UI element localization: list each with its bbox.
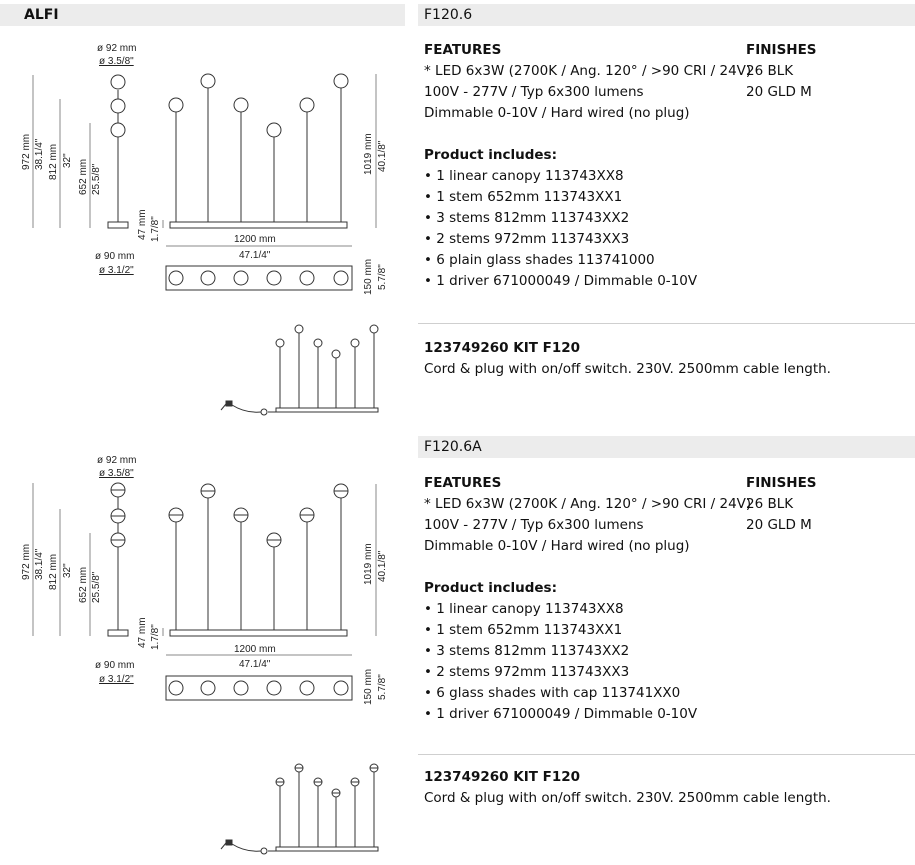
dim-label: ø 92 mm	[97, 455, 137, 466]
dim-label: 5.7/8"	[377, 264, 388, 290]
features-heading: FEATURES	[424, 475, 502, 491]
brand-title: ALFI	[24, 7, 59, 23]
dim-label: 47 mm	[137, 209, 148, 240]
finishes-heading: FINISHES	[746, 42, 817, 58]
finish-item: 26 BLK	[746, 63, 794, 79]
product-code: F120.6A	[424, 439, 482, 455]
include-item: • 1 driver 671000049 / Dimmable 0-10V	[424, 706, 698, 722]
includes-heading: Product includes:	[424, 147, 557, 163]
feature-line: 100V - 277V / Typ 6x300 lumens	[424, 84, 644, 100]
features-heading: FEATURES	[424, 42, 502, 58]
include-item: • 2 stems 972mm 113743XX3	[424, 664, 630, 680]
dim-label: 652 mm	[78, 158, 89, 195]
dim-label: 47 mm	[137, 617, 148, 648]
dim-label: 150 mm	[363, 258, 374, 295]
include-item: • 3 stems 812mm 113743XX2	[424, 210, 630, 226]
includes-heading: Product includes:	[424, 580, 557, 596]
dim-label: 47.1/4"	[239, 250, 271, 261]
include-item: • 1 linear canopy 113743XX8	[424, 168, 624, 184]
dim-label: 1019 mm	[363, 543, 374, 585]
kit-title: 123749260 KIT F120	[424, 340, 581, 356]
finish-item: 20 GLD M	[746, 84, 812, 100]
dim-label: 972 mm	[21, 133, 32, 170]
dim-label: ø 3.1/2"	[99, 674, 134, 685]
feature-line: Dimmable 0-10V / Hard wired (no plug)	[424, 105, 690, 121]
product-code: F120.6	[424, 7, 473, 23]
dim-label: 150 mm	[363, 668, 374, 705]
dim-label: 40.1/8"	[377, 550, 388, 582]
dim-label: 1200 mm	[234, 234, 276, 245]
dim-label: ø 3.5/8"	[99, 56, 134, 67]
kit-title: 123749260 KIT F120	[424, 769, 581, 785]
dim-label: 812 mm	[48, 143, 59, 180]
dim-label: ø 92 mm	[97, 43, 137, 54]
finish-item: 20 GLD M	[746, 517, 812, 533]
dim-label: 25.5/8"	[91, 163, 102, 195]
feature-line: * LED 6x3W (2700K / Ang. 120° / >90 CRI / 24V)	[424, 496, 752, 512]
dim-label: ø 90 mm	[95, 251, 135, 262]
dim-label: 38.1/4"	[34, 138, 45, 170]
shade	[334, 74, 348, 88]
dim-label: 40.1/8"	[377, 140, 388, 172]
finishes-heading: FINISHES	[746, 475, 817, 491]
dim-label: ø 3.5/8"	[99, 468, 134, 479]
include-item: • 2 stems 972mm 113743XX3	[424, 231, 630, 247]
dim-label: ø 3.1/2"	[99, 265, 134, 276]
include-item: • 1 stem 652mm 113743XX1	[424, 189, 623, 205]
shade	[234, 98, 248, 112]
dim-label: 972 mm	[21, 543, 32, 580]
include-item: • 1 driver 671000049 / Dimmable 0-10V	[424, 273, 698, 289]
shade	[300, 98, 314, 112]
dim-label: ø 90 mm	[95, 660, 135, 671]
feature-line: Dimmable 0-10V / Hard wired (no plug)	[424, 538, 690, 554]
kit-description: Cord & plug with on/off switch. 230V. 2500mm cable length.	[424, 790, 831, 806]
dim-label: 32"	[62, 563, 73, 578]
dim-label: 1.7/8"	[150, 624, 161, 650]
kit-drawing	[221, 325, 378, 415]
dim-label: 32"	[62, 153, 73, 168]
include-item: • 6 glass shades with cap 113741XX0	[424, 685, 681, 701]
include-item: • 6 plain glass shades 113741000	[424, 252, 655, 268]
dim-label: 652 mm	[78, 566, 89, 603]
shade	[169, 98, 183, 112]
include-item: • 3 stems 812mm 113743XX2	[424, 643, 630, 659]
feature-line: 100V - 277V / Typ 6x300 lumens	[424, 517, 644, 533]
feature-line: * LED 6x3W (2700K / Ang. 120° / >90 CRI / 24V)	[424, 63, 752, 79]
kit-description: Cord & plug with on/off switch. 230V. 2500mm cable length.	[424, 361, 831, 377]
finish-item: 26 BLK	[746, 496, 794, 512]
dim-label: 5.7/8"	[377, 674, 388, 700]
dim-label: 812 mm	[48, 553, 59, 590]
include-item: • 1 linear canopy 113743XX8	[424, 601, 624, 617]
dim-label: 25.5/8"	[91, 571, 102, 603]
shade	[267, 123, 281, 137]
dim-label: 1.7/8"	[150, 216, 161, 242]
dim-label: 47.1/4"	[239, 659, 271, 670]
dim-label: 1200 mm	[234, 644, 276, 655]
dim-label: 1019 mm	[363, 133, 374, 175]
include-item: • 1 stem 652mm 113743XX1	[424, 622, 623, 638]
kit-drawing	[221, 764, 378, 854]
shade	[201, 74, 215, 88]
dim-label: 38.1/4"	[34, 548, 45, 580]
